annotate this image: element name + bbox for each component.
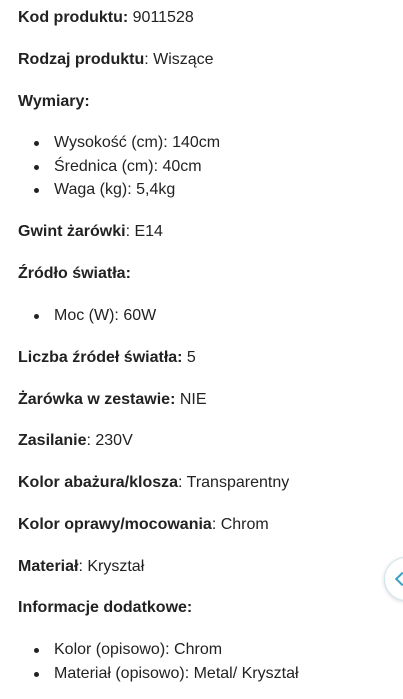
side-scroll-button[interactable]: [384, 557, 403, 601]
list-item-text: Moc (W): 60W: [54, 307, 157, 324]
list-item-text: Kolor (opisowo): Chrom: [54, 641, 223, 658]
list-item-text: Materiał (opisowo): Metal/ Kryształ: [54, 665, 299, 682]
spec-label: Zasilanie: [18, 432, 87, 449]
spec-heading-light-source: [18, 264, 131, 284]
spec-label: Kolor oprawy/mocowania: [18, 516, 212, 533]
spec-row-product-code: [18, 8, 194, 28]
spec-value: 5: [182, 349, 196, 366]
bullet-icon: [34, 165, 39, 170]
spec-label: Rodzaj produktu: [18, 51, 145, 68]
spec-value: : Transparentny: [178, 474, 290, 491]
spec-label: Wymiary:: [18, 93, 90, 110]
spec-value: : Kryształ: [78, 558, 145, 575]
spec-row-product-type: [18, 50, 214, 70]
spec-value: : Wiszące: [144, 51, 214, 68]
list-item-text: Waga (kg): 5,4kg: [54, 181, 176, 198]
bullet-icon: [34, 141, 39, 146]
spec-row-light-count: [18, 348, 196, 368]
bullet-icon: [34, 648, 39, 653]
spec-label: Źródło światła:: [18, 265, 131, 282]
spec-label: Gwint żarówki: [18, 223, 126, 240]
spec-label: Informacje dodatkowe:: [18, 599, 193, 616]
bullet-icon: [34, 672, 39, 677]
spec-row-thread: [18, 222, 163, 242]
spec-value: : E14: [125, 223, 163, 240]
list-item-text: Średnica (cm): 40cm: [54, 158, 202, 175]
spec-heading-extra-info: [18, 598, 192, 618]
spec-label: Żarówka w zestawie:: [18, 391, 176, 408]
spec-label: Kolor abażura/klosza: [18, 474, 179, 491]
spec-label: Materiał: [18, 558, 79, 575]
spec-value: : Chrom: [211, 516, 269, 533]
spec-label: Liczba źródeł światła:: [18, 349, 183, 366]
chevron-left-icon: [395, 572, 403, 586]
list-item-text: Wysokość (cm): 140cm: [54, 134, 221, 151]
spec-value: NIE: [175, 391, 207, 408]
spec-value: 9011528: [128, 9, 194, 26]
spec-row-frame-color: [18, 515, 269, 535]
spec-label: Kod produktu:: [18, 9, 129, 26]
spec-heading-dimensions: [18, 92, 90, 112]
spec-value: : 230V: [86, 432, 133, 449]
bullet-icon: [34, 188, 39, 193]
spec-row-power: [18, 431, 133, 451]
bullet-icon: [34, 314, 39, 319]
spec-row-shade-color: [18, 473, 289, 493]
spec-row-material: [18, 557, 144, 577]
spec-row-bulb-included: [18, 390, 207, 410]
